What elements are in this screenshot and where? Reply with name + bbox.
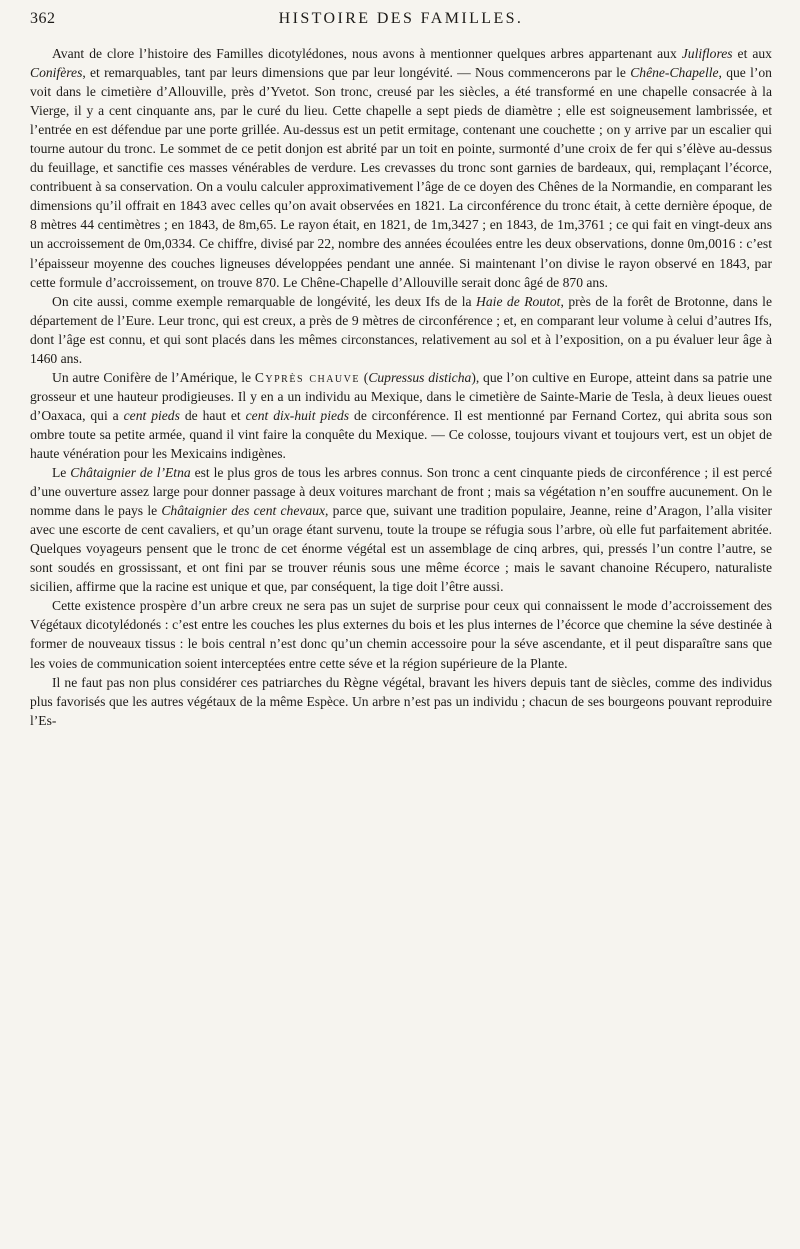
paragraph [30, 292, 772, 368]
text-run: , près de la forêt de Brotonne, dans le département de l’Eure. Leur tronc, qui est creux, a près de 9 mètres de circonférence ; et, en comparant leur volume à celui d’autres Ifs, dont l’âge est connu, et qui sont placés dans les mêmes circonstances, relativement au sol et à l’exposition, on a pu évaluer leur âge à 1460 ans. [30, 293, 772, 366]
italic-text: Haie de Routot [476, 293, 561, 309]
text-run: , que l’on voit dans le cimetière d’Allouville, près d’Yvetot. Son tronc, creusé par les siècles, a été transformé en une chapelle consacrée à la Vierge, il y a cent cinquante ans, par le curé du lieu. Cette chapelle a sept pieds de diamètre ; elle est soigneusement lambrissée, et l’entrée en est défendue par une porte grillée. Au-dessus est un petit ermitage, contenant une couchette ; on y arrive par un escalier qui tourne autour du tronc. Le sommet de ce petit donjon est abrité par un toit en pointe, surmonté d’une croix de fer qui s’élève au-dessus du feuillage, et sanctifie ces masses vénérables de verdure. Les crevasses du tronc sont garnies de bardeaux, qui, remplaçant l’écorce, contribuent à sa conservation. On a voulu calculer approximativement l’âge de ce doyen des Chênes de la Normandie, en comparant les dimensions qu’il offrait en 1843 avec celles qu’on avait observées en 1821. La circonférence du tronc était, à cette dernière époque, de 8 mètres 44 centimètres ; en 1843, de 8m,65. Le rayon était, en 1821, de 1m,3427 ; en 1843, de 1m,3761 ; ce qui fait en vingt-deux ans un accroissement de 0m,0334. Ce chiffre, divisé par 22, nombre des années écoulées entre les deux observations, donne 0m,0016 : c’est l’épaisseur moyenne des couches ligneuses développées pendant une année. Si maintenant l’on divise le rayon observé en 1843, par cette formule d’accroissement, on trouve 870. Le Chêne-Chapelle d’Allouville serait donc âgé de 870 ans. [30, 65, 772, 290]
text-run: Il ne faut pas non plus considérer ces patriarches du Règne végétal, bravant les hivers depuis tant de siècles, comme des individus plus favorisés que les autres végétaux de la même Espèce. Un arbre n’est pas un individu ; chacun de ses bourgeons pouvant reproduire l’Es- [30, 674, 772, 728]
text-run: Cette existence prospère d’un arbre creux ne sera pas un sujet de surprise pour ceux qui connaissent le mode d’accroissement des Végétaux dicotylédonés : c’est entre les couches les plus externes du bois et les plus internes de l’écorce que chemine la séve destinée à former de nouveaux tissus : le bois central n’est donc qu’un chemin accessoire pour la séve ascendante, et il peut disparaître sans que les voies de communication soient interceptées entre cette séve et la région supérieure de la Plante. [30, 598, 772, 671]
body-text [30, 44, 772, 730]
italic-text: Conifères [30, 65, 83, 81]
italic-text: Châtaignier des cent chevaux [161, 503, 326, 519]
running-title: HISTOIRE DES FAMILLES. [278, 10, 524, 27]
text-run: ( [359, 369, 369, 385]
text-run: de circonférence. Il est mentionné par Fernand Cortez, qui abrita sous son ombre toute sa petite armée, quand il vint faire la conquête du Mexique. — Ce colosse, toujours vivant et toujours vert, est un objet de haute vénération pour les Mexicains indigènes. [30, 407, 773, 461]
text-run: Avant de clore l’histoire des Familles dicotylédones, nous avons à mentionner quelques arbres appartenant aux [52, 46, 682, 61]
paragraph [30, 596, 772, 672]
paragraph [30, 463, 772, 596]
text-run: , et remarquables, tant par leurs dimensions que par leur longévité. — Nous commencerons par le [82, 65, 631, 81]
paragraph [30, 673, 772, 730]
text-run: Le [52, 465, 71, 481]
text-run: On cite aussi, comme exemple remarquable de longévité, les deux Ifs de la [52, 293, 477, 309]
italic-text: cent pieds [123, 407, 180, 423]
page-header [30, 10, 772, 34]
italic-text: Chêne-Chapelle [630, 65, 719, 81]
italic-text: Châtaignier de l’Etna [70, 465, 191, 481]
text-run: et aux [732, 46, 772, 61]
text-run: de haut et [179, 407, 246, 423]
italic-text: Juliflores [681, 46, 733, 61]
italic-text: cent dix-huit pieds [245, 407, 350, 423]
italic-text: Cupressus disticha [368, 369, 472, 385]
small-caps-text: Cyprès chauve [254, 369, 360, 385]
text-run: , parce que, suivant une tradition populaire, Jeanne, reine d’Aragon, l’alla visiter avec une escorte de cent cavaliers, et qu’un orage étant survenu, toute la troupe se réfugia sous l’arbre, où elle fut parfaitement abritée. Quelques voyageurs pensent que le tronc de cet énorme végétal est un assemblage de cinq arbres, qui, pressés l’un contre l’autre, se sont soudés en grossissant, et ont fini par se trouver réunis sous une même écorce ; mais le savant chanoine Récupero, naturaliste sicilien, affirme que la racine est unique et que, par conséquent, la tige doit l’être aussi. [30, 503, 772, 595]
text-run: Un autre Conifère de l’Amérique, le [52, 369, 255, 385]
text-run: est le plus gros de tous les arbres connus. Son tronc a cent cinquante pieds de circonférence ; il est percé d’une ouverture assez large pour donner passage à deux voitures marchant de front ; mais sa végétation n’en souffre aucunement. On le nomme dans le pays le [30, 465, 772, 519]
page-number: 362 [30, 10, 56, 27]
paragraph [30, 368, 772, 463]
text-run: ), que l’on cultive en Europe, atteint dans sa patrie une grosseur et une hauteur prodigieuses. Il y en a un individu au Mexique, dans le cimetière de Sainte-Marie de Tesla, à deux lieues ouest d’Oaxaca, qui a [30, 369, 772, 423]
paragraph [30, 44, 772, 292]
